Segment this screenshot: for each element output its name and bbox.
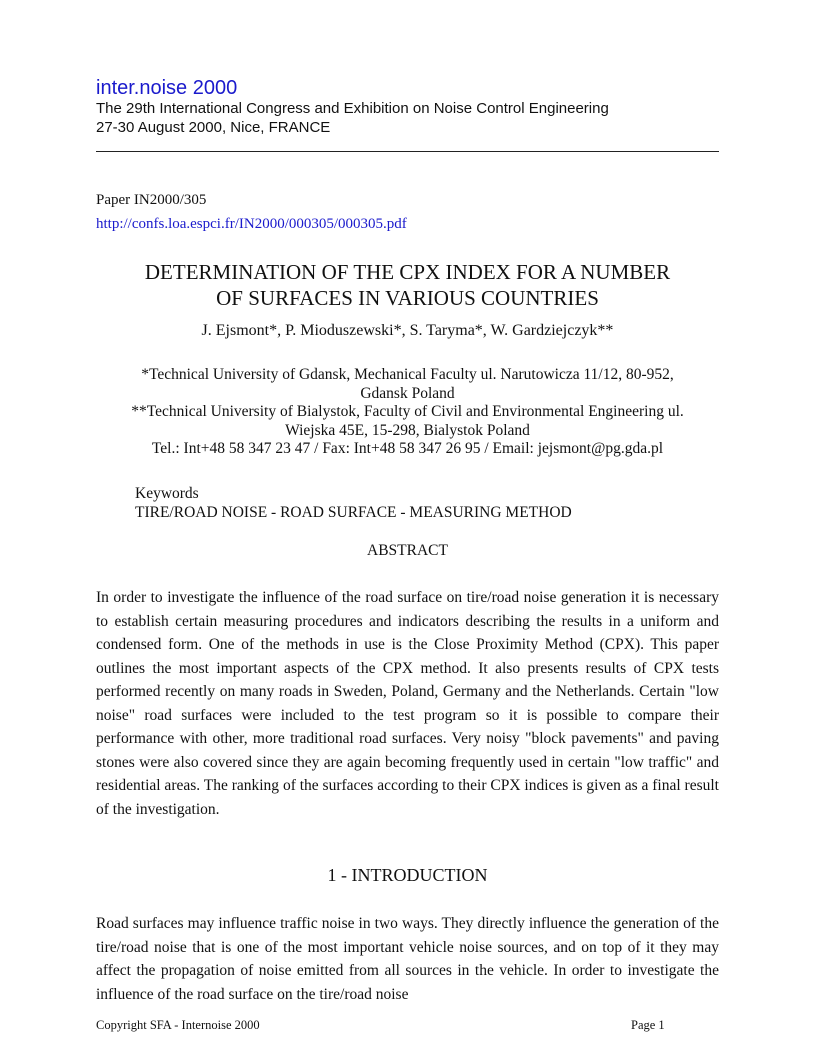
affiliation-line: **Technical University of Bialystok, Faculty of Civil and Environmental Engineering ul. <box>131 403 684 420</box>
abstract-text: In order to investigate the influence of the road surface on tire/road noise generation it is necessary to establish certain measuring procedures and indicators describing the results in a uniform and condensed form. One of the methods in use is the Close Proximity Method (CPX). This paper outlines the most important aspects of the CPX method. It also presents results of CPX tests performed recently on many roads in Sweden, Poland, Germany and the Netherlands. Certain "low noise" road surfaces were included to the test program so it is possible to compare their performance with other, more traditional road surfaces. Very noisy "block pavements" and paving stones were also covered since they are again becoming frequently used in certain "low traffic" and residential areas. The ranking of the surfaces according to their CPX indices is given as a final result of the investigation. <box>96 589 719 818</box>
keywords-label: Keywords <box>135 485 199 502</box>
affiliation-line: Wiejska 45E, 15-298, Bialystok Poland <box>285 421 530 439</box>
section-heading-introduction: 1 - INTRODUCTION <box>327 865 488 885</box>
conference-name: inter.noise 2000 <box>96 77 238 99</box>
conference-dates: 27-30 August 2000, Nice, FRANCE <box>96 119 331 136</box>
abstract-heading: ABSTRACT <box>367 542 448 559</box>
paper-url-link[interactable]: http://confs.loa.espci.fr/IN2000/000305/000305.pdf <box>96 216 407 232</box>
title-line-2: OF SURFACES IN VARIOUS COUNTRIES <box>216 286 599 310</box>
header-divider <box>96 151 719 152</box>
keywords-value: TIRE/ROAD NOISE - ROAD SURFACE - MEASURING METHOD <box>135 504 572 521</box>
footer-copyright: Copyright SFA - Internoise 2000 <box>96 1018 260 1032</box>
affiliation-line: Gdansk Poland <box>360 384 455 402</box>
footer-page-number: Page 1 <box>631 1018 665 1032</box>
affiliations <box>96 366 719 459</box>
affiliation-line: *Technical University of Gdansk, Mechanical Faculty ul. Narutowicza 11/12, 80-952, <box>141 366 674 383</box>
contact-line: Tel.: Int+48 58 347 23 47 / Fax: Int+48 58 347 26 95 / Email: jejsmont@pg.gda.pl <box>151 440 664 457</box>
conference-subtitle: The 29th International Congress and Exhibition on Noise Control Engineering <box>96 100 609 117</box>
title-line-1: DETERMINATION OF THE CPX INDEX FOR A NUMBER <box>144 260 671 284</box>
introduction-text: Road surfaces may influence traffic noise in two ways. They directly influence the generation of the tire/road noise that is one of the most important vehicle noise sources, and on top of it they may affect the propagation of noise emitted from all sources in the vehicle. In order to investigate the influence of the road surface on the tire/road noise <box>96 915 719 1003</box>
paper-title <box>96 259 719 311</box>
paper-id: Paper IN2000/305 <box>96 192 207 208</box>
author-list: J. Ejsmont*, P. Mioduszewski*, S. Taryma*, W. Gardziejczyk** <box>201 322 614 339</box>
